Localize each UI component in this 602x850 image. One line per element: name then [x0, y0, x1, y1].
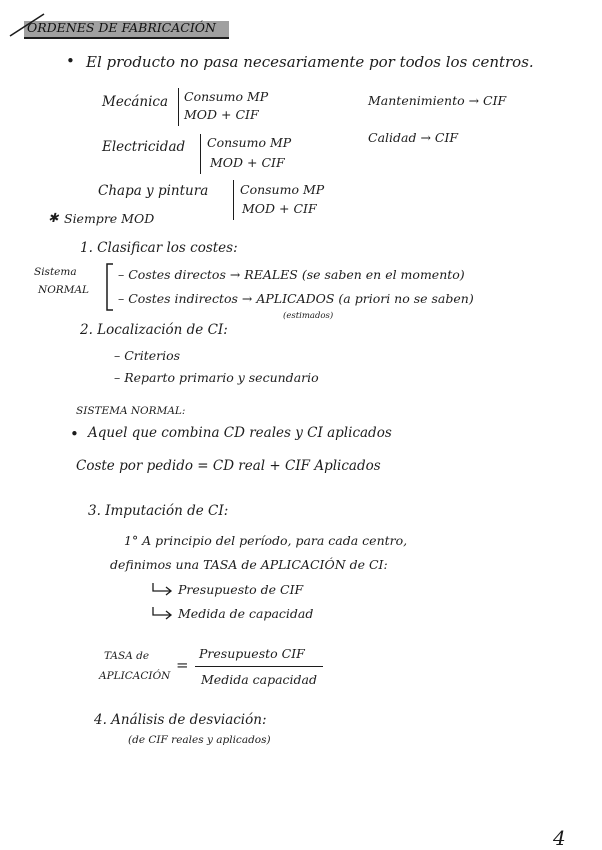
side-label: Sistema [34, 266, 77, 278]
support-center: Mantenimiento → CIF [368, 93, 507, 108]
center-line2: MOD + CIF [210, 155, 285, 170]
note-mod: Siempre MOD [64, 211, 155, 226]
page-title: ORDENES DE FABRICACIÓN [27, 20, 216, 35]
center-line1: Consumo MP [207, 135, 292, 150]
normal-heading: SISTEMA NORMAL: [76, 405, 186, 417]
step1-item2: – Costes indirectos → APLICADOS (a priori no se saben) [118, 291, 474, 306]
step4-note: (de CIF reales y aplicados) [128, 734, 271, 746]
fraction-line [195, 666, 323, 667]
rate-label: APLICACIÓN [99, 670, 171, 682]
center-line1: Consumo MP [184, 89, 269, 104]
rate-equals: = [176, 656, 189, 674]
step3-heading: 3. Imputación de CI: [88, 503, 229, 519]
normal-bullet-dot: • [70, 425, 79, 443]
rate-denominator: Medida capacidad [201, 672, 317, 687]
center-line2: MOD + CIF [184, 107, 259, 122]
rate-label: TASA de [104, 650, 150, 662]
step3-item2: Medida de capacidad [178, 606, 314, 621]
center-line2: MOD + CIF [242, 201, 317, 216]
step3-line2: definimos una TASA de APLICACIÓN de CI: [110, 557, 388, 572]
step2-heading: 2. Localización de CI: [80, 322, 228, 338]
center-name: Chapa y pintura [98, 183, 209, 199]
side-label: NORMAL [38, 284, 90, 296]
page-number: 4 [553, 826, 566, 850]
step2-item2: – Reparto primario y secundario [114, 370, 319, 385]
support-center: Calidad → CIF [368, 130, 459, 145]
intro-text: El producto no pasa necesariamente por todos los centros. [86, 53, 534, 71]
center-line1: Consumo MP [240, 182, 325, 197]
rate-numerator: Presupuesto CIF [199, 646, 305, 661]
center-name: Electricidad [102, 139, 186, 155]
step3-item1: Presupuesto de CIF [178, 582, 304, 597]
step2-item1: – Criterios [114, 348, 181, 363]
intro-bullet: • [66, 52, 75, 70]
step1-item1: – Costes directos → REALES (se saben en el momento) [118, 267, 465, 282]
step4-heading: 4. Análisis de desviación: [94, 712, 267, 728]
step1-note: (estimados) [283, 311, 334, 321]
center-name: Mecánica [102, 94, 169, 110]
step3-line1: 1° A principio del período, para cada centro, [124, 533, 408, 548]
cost-formula: Coste por pedido = CD real + CIF Aplicados [76, 458, 381, 474]
star-icon: ✱ [48, 210, 59, 225]
step1-heading: 1. Clasificar los costes: [80, 240, 238, 256]
normal-bullet: Aquel que combina CD reales y CI aplicados [88, 425, 392, 441]
